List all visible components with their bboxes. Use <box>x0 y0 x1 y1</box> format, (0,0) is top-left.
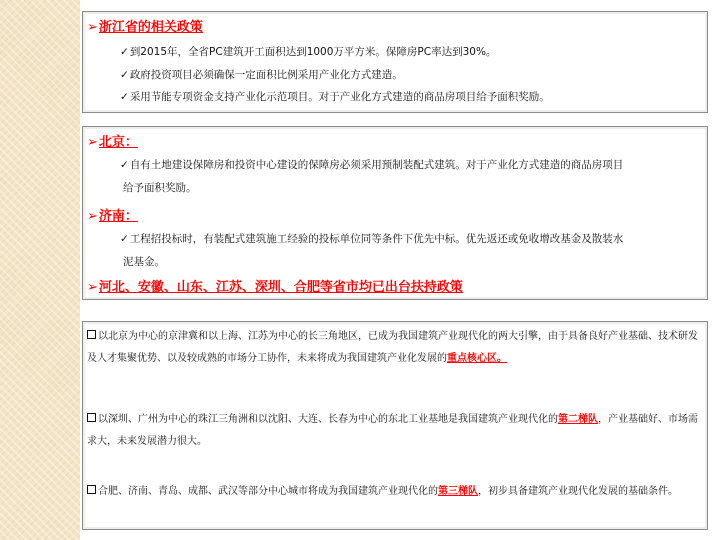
list-item <box>120 89 550 104</box>
other-provinces-heading-text: 河北、安徽、山东、江苏、深圳、合肥等省市均已出台扶持政策 <box>98 280 463 295</box>
zhejiang-policy-box <box>82 11 708 113</box>
arrow-bullet-icon: ➢ <box>87 209 98 224</box>
list-item-text: 工程招投标时，有装配式建筑施工经验的投标单位同等条件下优先中标。优先返还或免收增改基金及散装水 <box>129 233 624 245</box>
list-item <box>120 157 623 172</box>
list-item-text: 采用节能专项资金支持产业化示范项目。对于产业化方式建造的商品房项目给予面积奖励。 <box>129 91 550 103</box>
beijing-heading <box>87 131 138 150</box>
checkmark-icon: ✓ <box>120 91 129 103</box>
list-item <box>120 67 403 82</box>
other-provinces-heading <box>87 276 463 295</box>
paragraph-text: 以深圳、广州为中心的珠江三角洲和以沈阳、大连、长春为中心的东北工业基地是我国建筑产业现代化的 <box>98 414 558 425</box>
arrow-bullet-icon: ➢ <box>87 20 98 35</box>
square-bullet-icon <box>87 485 96 494</box>
city-policy-box <box>82 126 708 300</box>
paragraph-text: 以北京为中心的京津冀和以上海、江苏为中心的长三角地区，已成为我国建筑产业现代化的两大引擎，由于具备良好产业基础、技术研发及人才集聚优势、以及较成熟的市场分工协作，未来将成为我国建筑产业化发展的 <box>87 331 698 364</box>
highlight-core-zone: 重点核心区。 <box>447 353 507 364</box>
decorative-side-stripe <box>0 0 80 540</box>
list-item-continuation: 给予面积奖励。 <box>123 182 197 194</box>
paragraph-text: ，初步具备建筑产业现代化发展的基础条件。 <box>478 486 678 497</box>
checkmark-icon: ✓ <box>120 69 129 81</box>
paragraph-third-tier <box>87 481 699 503</box>
list-item-text: 自有土地建设保障房和投资中心建设的保障房必须采用预制装配式建筑。对于产业化方式建造的商品房项目 <box>129 159 624 171</box>
beijing-heading-text: 北京： <box>98 135 138 150</box>
list-item <box>120 231 623 246</box>
arrow-bullet-icon: ➢ <box>87 135 98 150</box>
list-item-continuation: 泥基金。 <box>123 256 165 268</box>
paragraph-text: ，产业基础好、市场需求大，未来发展潜力很大。 <box>87 414 698 447</box>
regional-analysis-box <box>82 321 708 530</box>
zhejiang-heading-text: 浙江省的相关政策 <box>98 20 203 35</box>
checkmark-icon: ✓ <box>120 233 129 245</box>
paragraph-text: 合肥、济南、青岛、成都、武汉等部分中心城市将成为我国建筑产业现代化的 <box>98 486 438 497</box>
jinan-heading-text: 济南： <box>98 209 138 224</box>
arrow-bullet-icon: ➢ <box>87 280 98 295</box>
paragraph-core-zone <box>87 326 699 370</box>
square-bullet-icon <box>87 330 96 339</box>
checkmark-icon: ✓ <box>120 46 129 58</box>
list-item-text: 政府投资项目必须确保一定面积比例采用产业化方式建造。 <box>129 69 403 81</box>
highlight-second-tier: 第二梯队 <box>558 414 598 425</box>
list-item-text: 到2015年，全省PC建筑开工面积达到1000万平方米。保障房PC率达到30%。 <box>129 46 497 58</box>
checkmark-icon: ✓ <box>120 159 129 171</box>
zhejiang-heading <box>87 16 203 35</box>
jinan-heading <box>87 205 138 224</box>
paragraph-second-tier <box>87 409 699 453</box>
square-bullet-icon <box>87 413 96 422</box>
list-item <box>120 44 496 59</box>
highlight-third-tier: 第三梯队 <box>438 486 478 497</box>
